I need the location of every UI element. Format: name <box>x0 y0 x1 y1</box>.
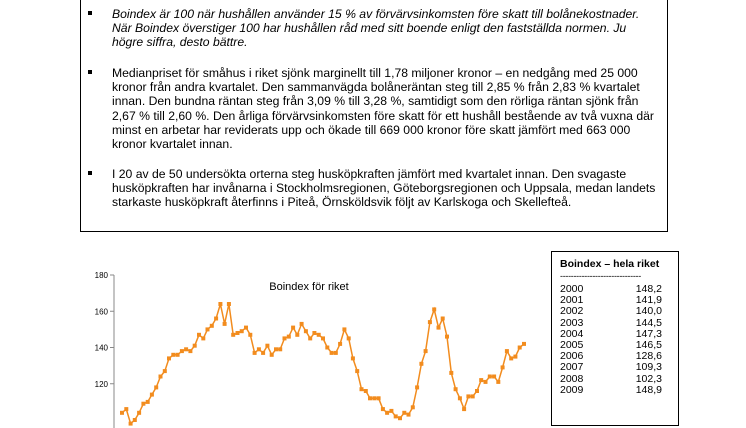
data-point <box>274 347 278 351</box>
data-point <box>223 322 227 326</box>
y-tick-label: 180 <box>94 271 108 280</box>
data-point <box>505 349 509 353</box>
data-point <box>210 324 214 328</box>
data-point <box>141 402 145 406</box>
data-point <box>411 405 415 409</box>
data-point <box>372 396 376 400</box>
table-row <box>560 306 672 317</box>
table-divider: ------------------------------ <box>560 271 641 281</box>
data-point <box>321 336 325 340</box>
table-value: 148,2 <box>635 283 662 295</box>
data-point <box>458 396 462 400</box>
data-point <box>518 346 522 350</box>
data-point <box>304 329 308 333</box>
data-point <box>488 375 492 379</box>
data-point <box>462 407 466 411</box>
data-point <box>492 375 496 379</box>
table-value: 144,5 <box>635 316 662 329</box>
data-point <box>342 327 346 331</box>
boindex-chart <box>88 268 530 428</box>
data-point <box>364 389 368 393</box>
table-value: 147,3 <box>635 327 662 340</box>
table-value: 148,9 <box>635 383 662 396</box>
data-point <box>428 320 432 324</box>
table-year: 2006 <box>560 350 584 363</box>
data-point <box>270 353 274 357</box>
table-value: 141,9 <box>635 294 662 307</box>
data-point <box>261 351 265 355</box>
table-row <box>560 374 672 385</box>
data-point <box>124 407 128 411</box>
table-value: 140,0 <box>635 305 662 318</box>
data-point <box>159 375 163 379</box>
data-point <box>171 353 175 357</box>
data-point <box>441 317 445 321</box>
data-point <box>291 326 295 330</box>
data-point <box>201 336 205 340</box>
data-point <box>424 349 428 353</box>
data-point <box>347 336 351 340</box>
data-point <box>137 411 141 415</box>
data-point <box>334 351 338 355</box>
chart-title: Boindex för riket <box>269 281 349 293</box>
data-point <box>146 400 150 404</box>
data-point <box>257 347 261 351</box>
bullet-marker <box>88 70 92 74</box>
data-point <box>120 411 124 415</box>
table-row <box>560 362 672 373</box>
table-value: 128,6 <box>635 350 662 363</box>
data-point <box>240 329 244 333</box>
bullet-marker <box>88 171 92 175</box>
data-point <box>437 326 441 330</box>
data-point <box>180 349 184 353</box>
data-point <box>449 371 453 375</box>
series-line <box>122 304 524 424</box>
data-point <box>360 387 364 391</box>
data-point <box>454 387 458 391</box>
data-point <box>338 342 342 346</box>
bullet-text: Boindex är 100 när hushållen använder 15 % av förvärvsinkomsten före skatt till bolånekostnader. När Boindex överstiger 100 har hushållen råd med sitt boende enligt den fastställda normen. Ju högre siffra, desto bättre. <box>112 7 640 50</box>
data-point <box>355 369 359 373</box>
data-point <box>184 347 188 351</box>
data-point <box>193 344 197 348</box>
data-point <box>214 317 218 321</box>
table-value: 109,3 <box>635 361 662 374</box>
data-point <box>150 393 154 397</box>
table-year: 2007 <box>560 361 584 374</box>
data-point <box>167 356 171 360</box>
data-point <box>265 344 269 348</box>
boindex-table <box>551 251 679 426</box>
data-point <box>407 413 411 417</box>
data-point <box>368 396 372 400</box>
data-point <box>236 331 240 335</box>
table-title: Boindex – hela riket <box>560 258 660 270</box>
data-point <box>496 380 500 384</box>
data-point <box>509 356 513 360</box>
table-year: 2004 <box>560 327 584 340</box>
data-point <box>244 326 248 330</box>
data-point <box>206 327 210 331</box>
data-point <box>330 351 334 355</box>
data-point <box>308 336 312 340</box>
data-point <box>501 365 505 369</box>
table-row <box>560 385 672 396</box>
data-point <box>389 409 393 413</box>
data-point <box>163 369 167 373</box>
table-value: 102,3 <box>635 372 662 385</box>
table-year: 2008 <box>560 372 584 385</box>
data-point <box>398 416 402 420</box>
table-year: 2000 <box>560 283 584 295</box>
data-point <box>445 335 449 339</box>
bullet-text: Medianpriset för småhus i riket sjönk marginellt till 1,78 miljoner kronor – en nedgång med 25 000 kronor från andra kvartalet. Den sammanvägda bolåneräntan steg till 2,85 % från 2,83 % kvartalet innan. Den bundna räntan steg från 3,09 % till 3,28 %, samtidigt som den rörliga räntan sjönk från 2,67 % till 2,60 %. Den årliga förvärvsinkomsten före skatt för ett hushåll bestående av två vuxna där minst en arbetar har reviderats upp och ökade till 669 000 kronor före skatt jämfört med 663 000 kronor kvartalet innan. <box>112 66 654 152</box>
y-tick-label: 140 <box>94 343 108 353</box>
table-value: 146,5 <box>635 339 662 351</box>
data-point <box>248 333 252 337</box>
data-point <box>295 333 299 337</box>
data-point <box>479 378 483 382</box>
data-point <box>394 414 398 418</box>
table-year: 2005 <box>560 339 584 351</box>
data-point <box>381 407 385 411</box>
data-point <box>253 351 257 355</box>
data-point <box>351 356 355 360</box>
data-point <box>377 396 381 400</box>
y-tick-label: 160 <box>94 307 108 317</box>
data-point <box>283 336 287 340</box>
data-point <box>231 333 235 337</box>
data-point <box>129 422 133 426</box>
data-point <box>484 380 488 384</box>
bullet-marker <box>88 11 92 15</box>
data-point <box>419 362 423 366</box>
data-point <box>218 302 222 306</box>
data-point <box>402 411 406 415</box>
bullet-text: I 20 av de 50 undersökta orterna steg husköpkraften jämfört med kvartalet innan. Den svagaste husköpkraften har invånarna i Stockholmsregionen, Göteborgsregionen och Uppsala, medan landets starkaste husköpkraft återfinns i Piteå, Örnsköldsvik följt av Karlskoga och Skellefteå. <box>112 167 656 210</box>
table-row <box>560 318 672 329</box>
data-point <box>300 322 304 326</box>
table-year: 2002 <box>560 305 584 318</box>
data-point <box>522 342 526 346</box>
data-point <box>317 333 321 337</box>
data-point <box>287 335 291 339</box>
data-point <box>176 353 180 357</box>
data-point <box>471 394 475 398</box>
data-point <box>154 385 158 389</box>
data-point <box>197 333 201 337</box>
data-point <box>466 394 470 398</box>
data-point <box>475 389 479 393</box>
table-year: 2001 <box>560 294 584 307</box>
data-point <box>415 385 419 389</box>
table-year: 2009 <box>560 383 584 396</box>
data-point <box>513 355 517 359</box>
table-year: 2003 <box>560 316 584 329</box>
data-point <box>325 346 329 350</box>
data-point <box>188 349 192 353</box>
y-axis <box>95 271 114 428</box>
data-point <box>385 411 389 415</box>
data-point <box>278 347 282 351</box>
data-point <box>227 302 231 306</box>
y-tick-label: 120 <box>94 379 108 389</box>
data-point <box>432 307 436 311</box>
data-point <box>312 331 316 335</box>
